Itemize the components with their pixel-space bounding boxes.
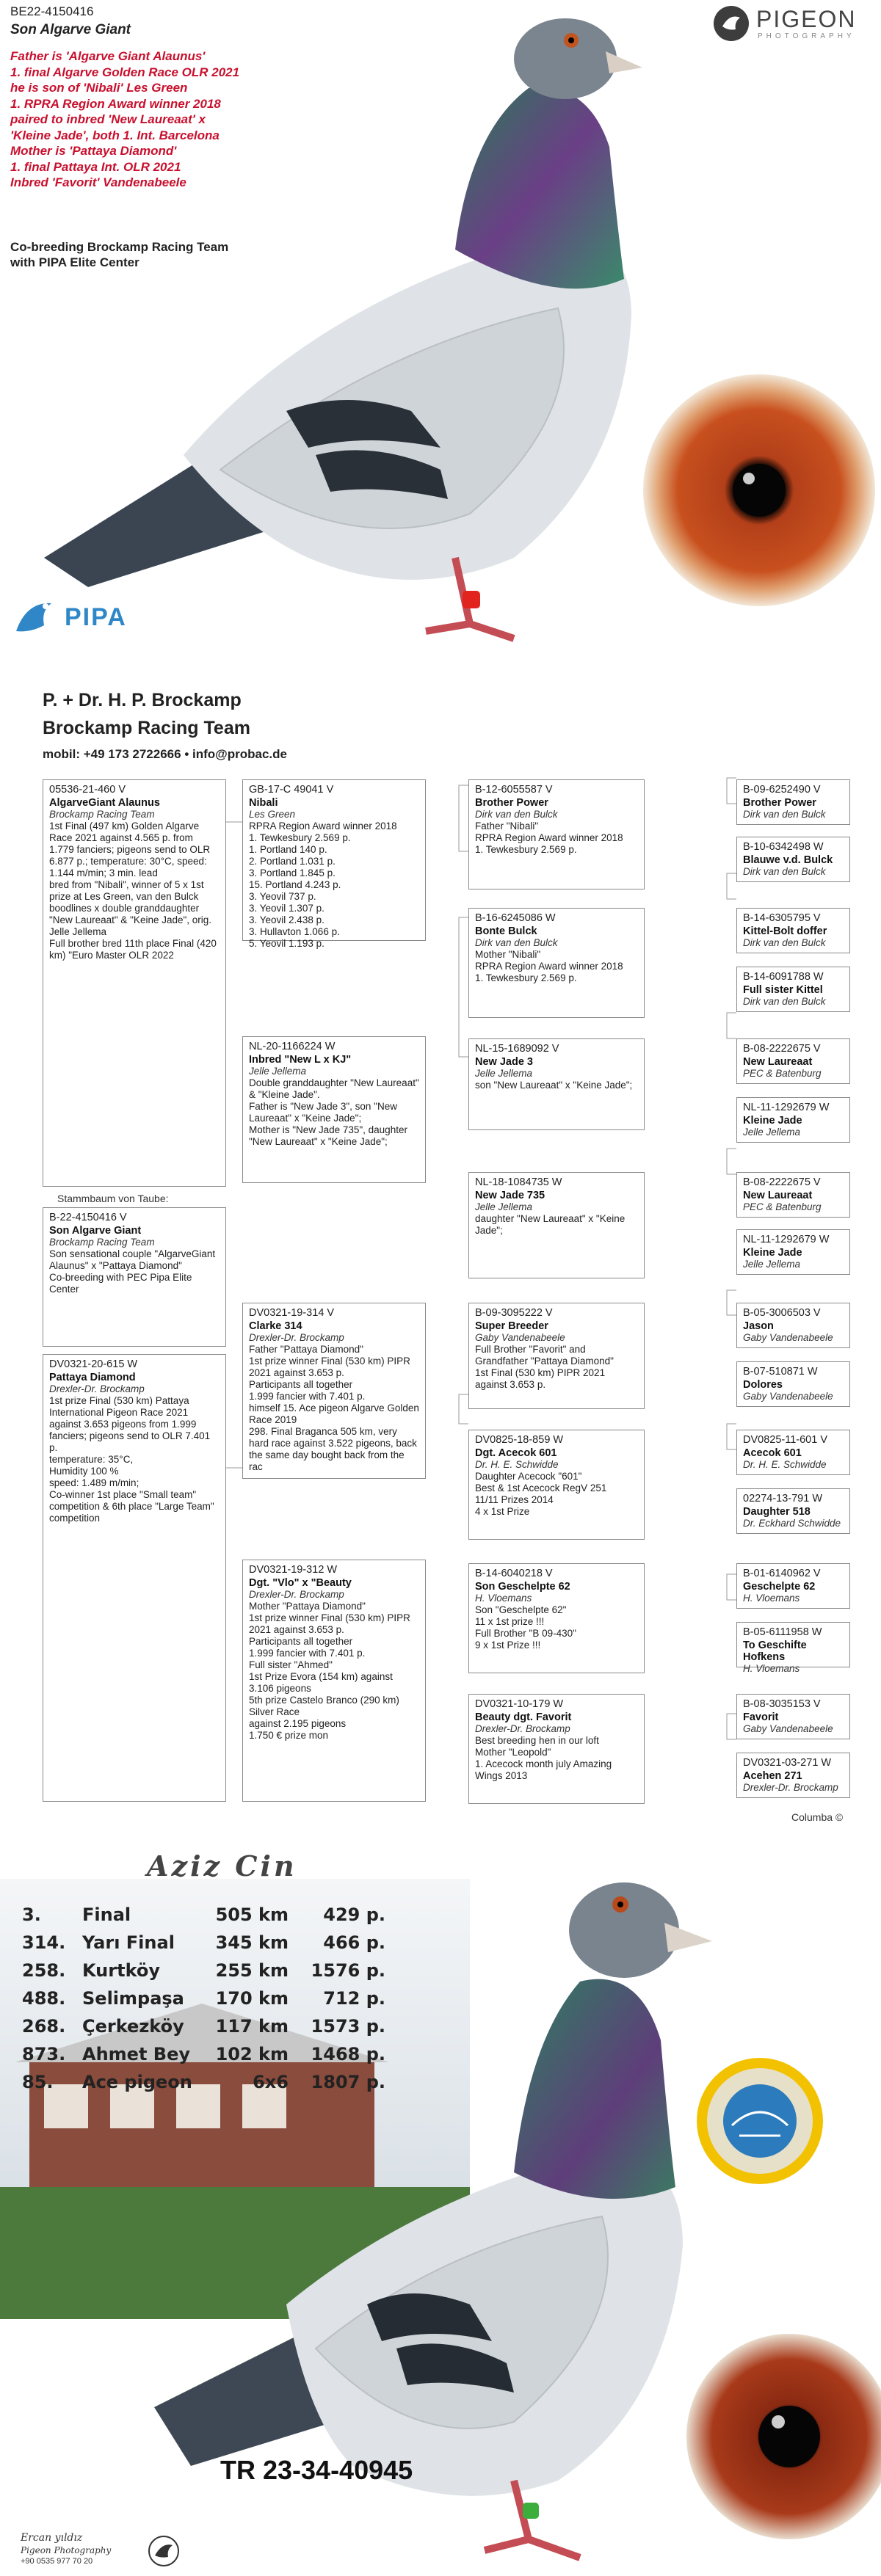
- ring-number: B-14-6305795 V: [743, 912, 821, 924]
- result-rank: 85.: [22, 2072, 54, 2092]
- pigeon-name: Pattaya Diamond: [49, 1372, 136, 1383]
- ring-number: B-10-6342498 W: [743, 841, 824, 853]
- bird-name: Son Algarve Giant: [10, 22, 131, 37]
- result-race: Selimpaşa: [82, 1988, 184, 2009]
- ring-number: DV0321-19-312 W: [249, 1564, 338, 1576]
- pedigree-box-gen4-16: [736, 1753, 850, 1798]
- breeder-name: Drexler-Dr. Brockamp: [249, 1589, 344, 1600]
- race-results-table: [22, 1901, 385, 2096]
- pedigree-box-gen4-1: [736, 779, 850, 825]
- pigeon-name: Acecok 601: [743, 1447, 802, 1459]
- pedigree-section: [0, 661, 881, 1835]
- summary-line: 'Kleine Jade', both 1. Int. Barcelona: [10, 128, 220, 142]
- photographer-logo-icon: [148, 2535, 180, 2567]
- pedigree-box-gen4-13: [736, 1563, 850, 1609]
- pedigree-box-gen4-5: [736, 1038, 850, 1084]
- pedigree-box-gen4-8: [736, 1229, 850, 1275]
- breeder-name: PEC & Batenburg: [743, 1201, 822, 1212]
- pigeon-name: Geschelpte 62: [743, 1581, 816, 1593]
- pedigree-box-ffm: [468, 908, 645, 1018]
- pedigree-box-mother-father: [242, 1303, 426, 1479]
- breeder-name: Drexler-Dr. Brockamp: [743, 1782, 838, 1793]
- contact-separator: •: [184, 747, 189, 761]
- result-distance: 6x6: [253, 2072, 289, 2092]
- ring-number: NL-20-1166224 W: [249, 1041, 336, 1052]
- pigeon-info: son "New Laureaat" x "Keine Jade";: [475, 1080, 633, 1091]
- pigeon-name: AlgarveGiant Alaunus: [49, 797, 160, 809]
- result-distance: 345 km: [215, 1932, 289, 1953]
- breeder-name: Dirk van den Bulck: [743, 866, 826, 877]
- summary-line: 1. RPRA Region Award winner 2018: [10, 96, 221, 111]
- result-row: [22, 2012, 385, 2040]
- pigeon-info: RPRA Region Award winner 2018 1. Tewkesbury 2.569 p. 1. Portland 140 p. 2. Portland 1.031 p. 3. Portland 1.845 p. 15. Portland 4.243 p. 3. Yeovil 737 p. 3. Yeovil 1.307 p. 3. Yeovil 2.438 p. 3. Hullavton 1.066 p. 5. Yeovil 1.193 p.: [249, 821, 397, 949]
- pigeon-info: Full Brother "Favorit" and Grandfather "Pattaya Diamond" 1st Final (530 km) PIPR 2021 against 3.653 p.: [475, 1344, 614, 1390]
- result-pigeons: 1576 p.: [311, 1960, 385, 1981]
- ring-number: B-05-3006503 V: [743, 1307, 821, 1319]
- pigeon-name: Nibali: [249, 797, 278, 809]
- result-pigeons: 1468 p.: [311, 2044, 385, 2064]
- race-medallion-icon: [694, 2055, 826, 2187]
- ring-number: B-09-6252490 V: [743, 784, 821, 796]
- result-row: [22, 1957, 385, 1984]
- pigeon-logo-sub: PHOTOGRAPHY: [758, 32, 855, 40]
- result-race: Kurtköy: [82, 1960, 161, 1981]
- pedigree-box-father-mother: [242, 1036, 426, 1183]
- result-rank: 268.: [22, 2016, 66, 2037]
- owner-name: P. + Dr. H. P. Brockamp: [43, 690, 242, 710]
- mobile-label: mobil:: [43, 747, 80, 761]
- photographer-sub: Pigeon Photography: [21, 2545, 112, 2555]
- ring-number: B-14-6091788 W: [743, 971, 824, 983]
- pigeon-name: Acehen 271: [743, 1770, 802, 1782]
- pigeon-name: Dgt. "Vlo" x "Beauty: [249, 1577, 352, 1589]
- pigeon-logo-word: PIGEON: [756, 6, 857, 32]
- breeder-name: Gaby Vandenabeele: [743, 1391, 833, 1402]
- pigeon-name: New Jade 3: [475, 1056, 533, 1068]
- pigeon-info: 1st prize Final (530 km) Pattaya International Pigeon Race 2021 against 3.653 pigeons from 1.999 fanciers; pigeons send to OLR 7.401 p. temperature: 35°C, Humidity 100 % speed: 1.489 m/min; Co-winner 1st place "Small team" competition & 6th place "Large Team" competition: [49, 1395, 214, 1524]
- pigeon-info: Father "Pattaya Diamond" 1st prize winner Final (530 km) PIPR 2021 against 3.653 p. Participants all together 1.999 fancier with 7.401 p. himself 15. Ace pigeon Algarve Golden Race 2019 298. Final Braganca 505 km, very hard race against 3.522 pigeons, back the same day bought back from the rac: [249, 1344, 419, 1472]
- pipa-bird-icon: [12, 596, 59, 637]
- pedigree-box-mff: [468, 1303, 645, 1409]
- result-distance: 117 km: [215, 2016, 289, 2037]
- ring-number: B-05-6111958 W: [743, 1626, 822, 1638]
- breeder-name: H. Vloemans: [475, 1593, 532, 1604]
- pigeon-title: Aziz Cin: [147, 1849, 297, 1882]
- result-row: [22, 1929, 385, 1957]
- ring-number: GB-17-C 49041 V: [249, 784, 334, 796]
- ring-number: 02274-13-791 W: [743, 1493, 823, 1505]
- ring-number: B-08-3035153 V: [743, 1698, 821, 1710]
- result-rank: 488.: [22, 1988, 66, 2009]
- ring-number: BE22-4150416: [10, 4, 94, 18]
- result-row: [22, 1984, 385, 2012]
- pedigree-box-gen4-7: [736, 1172, 850, 1218]
- pedigree-box-gen4-3: [736, 908, 850, 953]
- ring-number: B-09-3095222 V: [475, 1307, 553, 1319]
- pigeon-name: New Laureaat: [743, 1190, 813, 1201]
- result-race: Çerkezköy: [82, 2016, 184, 2037]
- result-rank: 873.: [22, 2044, 66, 2064]
- ring-number: DV0321-10-179 W: [475, 1698, 564, 1710]
- pigeon-logo-icon: [712, 4, 750, 43]
- pedigree-box-gen4-9: [736, 1303, 850, 1348]
- aziz-cin-section: [0, 1835, 881, 2576]
- co-breeding-line: with PIPA Elite Center: [10, 255, 139, 269]
- ring-number: NL-11-1292679 W: [743, 1234, 830, 1245]
- pedigree-box-gen4-10: [736, 1361, 850, 1407]
- summary-line: Mother is 'Pattaya Diamond': [10, 144, 177, 158]
- pedigree-box-fmf: [468, 1038, 645, 1130]
- columba-footer: Columba ©: [791, 1811, 844, 1823]
- result-rank: 314.: [22, 1932, 66, 1953]
- pedigree-box-gen4-6: [736, 1097, 850, 1143]
- result-pigeons: 712 p.: [323, 1988, 385, 2009]
- pedigree-box-mmm: [468, 1694, 645, 1804]
- pigeon-info: Son "Geschelpte 62" 11 x 1st prize !!! Full Brother "B 09-430" 9 x 1st Prize !!!: [475, 1604, 576, 1651]
- pedigree-box-gen4-2: [736, 837, 850, 882]
- breeder-name: Brockamp Racing Team: [49, 1237, 155, 1248]
- breeder-name: H. Vloemans: [743, 1663, 800, 1674]
- result-pigeons: 466 p.: [323, 1932, 385, 1953]
- pigeon-name: Kittel-Bolt doffer: [743, 925, 827, 937]
- ring-number: DV0321-19-314 V: [249, 1307, 335, 1319]
- pigeon-info: Daughter Acecock "601" Best & 1st Acecock RegV 251 11/11 Prizes 2014 4 x 1st Prize: [475, 1471, 607, 1517]
- pigeon-name: Favorit: [743, 1711, 779, 1723]
- co-breeding-note: [10, 239, 289, 270]
- team-name: Brockamp Racing Team: [43, 718, 250, 738]
- summary-line: Inbred 'Favorit' Vandenabeele: [10, 175, 186, 189]
- pedigree-box-mmf: [468, 1563, 645, 1673]
- pigeon-name: Daughter 518: [743, 1506, 811, 1518]
- pedigree-box-gen4-15: [736, 1694, 850, 1739]
- pedigree-subject-label: Stammbaum von Taube:: [57, 1193, 169, 1204]
- pigeon-name: New Jade 735: [475, 1190, 545, 1201]
- email-address: info@probac.de: [192, 747, 287, 761]
- pedigree-box-father: [43, 779, 226, 1187]
- photographer-phone: +90 0535 977 70 20: [21, 2557, 93, 2566]
- result-pigeons: 1573 p.: [311, 2016, 385, 2037]
- pedigree-box-subject: [43, 1207, 226, 1347]
- breeder-name: Dirk van den Bulck: [475, 809, 558, 820]
- summary-line: 1. final Pattaya Int. OLR 2021: [10, 159, 181, 174]
- summary-line: 1. final Algarve Golden Race OLR 2021: [10, 65, 240, 79]
- summary-line: paired to inbred 'New Laureaat' x: [10, 112, 206, 126]
- breeder-name: Dirk van den Bulck: [475, 937, 558, 948]
- result-pigeons: 1807 p.: [311, 2072, 385, 2092]
- pigeon-name: Clarke 314: [249, 1320, 302, 1332]
- ring-number: 05536-21-460 V: [49, 784, 126, 796]
- pigeon-name: Blauwe v.d. Bulck: [743, 854, 833, 866]
- result-pigeons: 429 p.: [323, 1904, 385, 1925]
- ring-number: TR 23-34-40945: [220, 2455, 413, 2485]
- ring-number: DV0321-20-615 W: [49, 1358, 138, 1370]
- photographer-signature: [19, 2532, 195, 2573]
- ring-number: B-12-6055587 V: [475, 784, 553, 796]
- pedigree-box-gen4-4: [736, 967, 850, 1012]
- pigeon-name: Son Geschelpte 62: [475, 1581, 570, 1593]
- summary-line: he is son of 'Nibali' Les Green: [10, 81, 188, 95]
- result-row: [22, 2040, 385, 2068]
- breeder-name: Jelle Jellema: [743, 1259, 801, 1270]
- pigeon-name: Full sister Kittel: [743, 984, 823, 996]
- pedigree-summary: [10, 48, 304, 191]
- ring-number: NL-15-1689092 V: [475, 1043, 559, 1055]
- ring-number: B-14-6040218 V: [475, 1568, 553, 1579]
- ring-number: DV0825-18-859 W: [475, 1434, 564, 1446]
- result-race: Ahmet Bey: [82, 2044, 190, 2064]
- breeder-name: Dr. Eckhard Schwidde: [743, 1518, 841, 1529]
- pedigree-box-father-father: [242, 779, 426, 949]
- pedigree-box-fff: [468, 779, 645, 889]
- breeder-name: Dirk van den Bulck: [743, 809, 826, 820]
- hero-section: [0, 0, 881, 646]
- breeder-name: Les Green: [249, 809, 296, 820]
- pedigree-box-fmm: [468, 1172, 645, 1278]
- breeder-name: Drexler-Dr. Brockamp: [49, 1383, 145, 1394]
- ring-number: B-08-2222675 V: [743, 1043, 821, 1055]
- pigeon-name: Beauty dgt. Favorit: [475, 1711, 572, 1723]
- photographer-name: Ercan yıldız: [21, 2532, 83, 2544]
- pedigree-box-gen4-11: [736, 1430, 850, 1475]
- result-distance: 102 km: [215, 2044, 289, 2064]
- contact-line: [43, 747, 287, 762]
- ring-number: NL-18-1084735 W: [475, 1176, 562, 1188]
- pedigree-box-gen4-12: [736, 1488, 850, 1534]
- ring-number: B-22-4150416 V: [49, 1212, 127, 1223]
- summary-line: Father is 'Algarve Giant Alaunus': [10, 49, 206, 63]
- ring-number: DV0321-03-271 W: [743, 1757, 832, 1769]
- breeder-name: Jelle Jellema: [475, 1201, 533, 1212]
- pigeon-info: Father "Nibali" RPRA Region Award winner 2018 1. Tewkesbury 2.569 p.: [475, 821, 623, 855]
- ring-number: NL-11-1292679 W: [743, 1102, 830, 1113]
- ring-number: B-07-510871 W: [743, 1366, 818, 1378]
- ring-number: B-01-6140962 V: [743, 1568, 821, 1579]
- mobile-number: +49 173 2722666: [83, 747, 181, 761]
- pigeon-name: Brother Power: [743, 797, 816, 809]
- pigeon-name: Dgt. Acecok 601: [475, 1447, 557, 1459]
- breeder-name: Jelle Jellema: [475, 1068, 533, 1079]
- pedigree-box-gen4-14: [736, 1622, 850, 1674]
- pedigree-box-mother-mother: [242, 1560, 426, 1802]
- pigeon-name: Son Algarve Giant: [49, 1225, 142, 1237]
- breeder-name: Dr. H. E. Schwidde: [475, 1459, 559, 1470]
- ring-number: B-16-6245086 W: [475, 912, 556, 924]
- pipa-logo: [12, 594, 159, 638]
- pigeon-name: New Laureaat: [743, 1056, 813, 1068]
- co-breeding-line: Co-breeding Brockamp Racing Team: [10, 240, 229, 254]
- pigeon-info: 1st Final (497 km) Golden Algarve Race 2021 against 4.565 p. from 1.779 fanciers; pigeons send to OLR 6.877 p.; temperature: 30°C, speed: 1.144 m/min; 3 min. lead bred from "Nibali", winner of 5 x 1st prize at Les Green, van den Bulck boodlines x double granddaughter "New Laureaat" & "Keine Jade", orig. Jelle Jellema Full brother bred 11th place Final (420 km) "Euro Master OLR 2022: [49, 821, 217, 961]
- breeder-name: PEC & Batenburg: [743, 1068, 822, 1079]
- result-race: Ace pigeon: [82, 2072, 192, 2092]
- breeder-name: Gaby Vandenabeele: [743, 1332, 833, 1343]
- breeder-name: Jelle Jellema: [743, 1127, 801, 1138]
- pigeon-info: daughter "New Laureaat" x "Keine Jade";: [475, 1213, 626, 1236]
- result-race: Final: [82, 1904, 131, 1925]
- breeder-name: Brockamp Racing Team: [49, 809, 155, 820]
- breeder-name: Dirk van den Bulck: [743, 996, 826, 1007]
- breeder-name: Drexler-Dr. Brockamp: [249, 1332, 344, 1343]
- pigeon-name: Brother Power: [475, 797, 548, 809]
- result-race: Yarı Final: [82, 1932, 175, 1953]
- breeder-name: Jelle Jellema: [249, 1066, 307, 1077]
- result-row: [22, 1901, 385, 1929]
- result-row: [22, 2068, 385, 2096]
- pigeon-info: Double granddaughter "New Laureaat" & "Kleine Jade". Father is "New Jade 3", son "New Laureaat" x "Keine Jade"; Mother is "New Jade 735", daughter "New Laureaat" x "Keine Jade";: [249, 1077, 419, 1147]
- breeder-name: Drexler-Dr. Brockamp: [475, 1723, 570, 1734]
- pigeon-name: Jason: [743, 1320, 774, 1332]
- pigeon-name: Super Breeder: [475, 1320, 548, 1332]
- pigeon-name: Bonte Bulck: [475, 925, 537, 937]
- result-distance: 170 km: [215, 1988, 289, 2009]
- pigeon-info: Mother "Pattaya Diamond" 1st prize winner Final (530 km) PIPR 2021 against 3.653 p. Participants all together 1.999 fancier with 7.401 p. Full sister "Ahmed" 1st Prize Evora (154 km) against 3.106 pigeons 5th prize Castelo Branco (290 km) Silver Race against 2.195 pigeons 1.750 € prize mon: [249, 1601, 410, 1741]
- pigeon-name: Kleine Jade: [743, 1115, 802, 1127]
- pigeon-info: Mother "Nibali" RPRA Region Award winner 2018 1. Tewkesbury 2.569 p.: [475, 949, 623, 983]
- pedigree-box-mfm: [468, 1430, 645, 1540]
- pigeon-name: Inbred "New L x KJ": [249, 1054, 352, 1066]
- breeder-name: Gaby Vandenabeele: [743, 1723, 833, 1734]
- pedigree-box-mother: [43, 1354, 226, 1802]
- ring-number: B-08-2222675 V: [743, 1176, 821, 1188]
- ring-number: DV0825-11-601 V: [743, 1434, 828, 1446]
- pigeon-info: Son sensational couple "AlgarveGiant Alaunus" x "Pattaya Diamond" Co-breeding with PEC Pipa Elite Center: [49, 1248, 216, 1295]
- result-rank: 3.: [22, 1904, 41, 1925]
- result-distance: 255 km: [215, 1960, 289, 1981]
- result-rank: 258.: [22, 1960, 66, 1981]
- result-distance: 505 km: [215, 1904, 289, 1925]
- breeder-name: Dr. H. E. Schwidde: [743, 1459, 827, 1470]
- breeder-name: Gaby Vandenabeele: [475, 1332, 565, 1343]
- breeder-name: H. Vloemans: [743, 1593, 800, 1604]
- pigeon-name: To Geschifte Hofkens: [743, 1640, 807, 1663]
- pigeon-info: Best breeding hen in our loft Mother "Leopold" 1. Acecock month july Amazing Wings 2013: [475, 1735, 612, 1781]
- pigeon-name: Kleine Jade: [743, 1247, 802, 1259]
- pigeon-name: Dolores: [743, 1379, 783, 1391]
- breeder-name: Dirk van den Bulck: [743, 937, 826, 948]
- pipa-logo-text: PIPA: [65, 603, 127, 631]
